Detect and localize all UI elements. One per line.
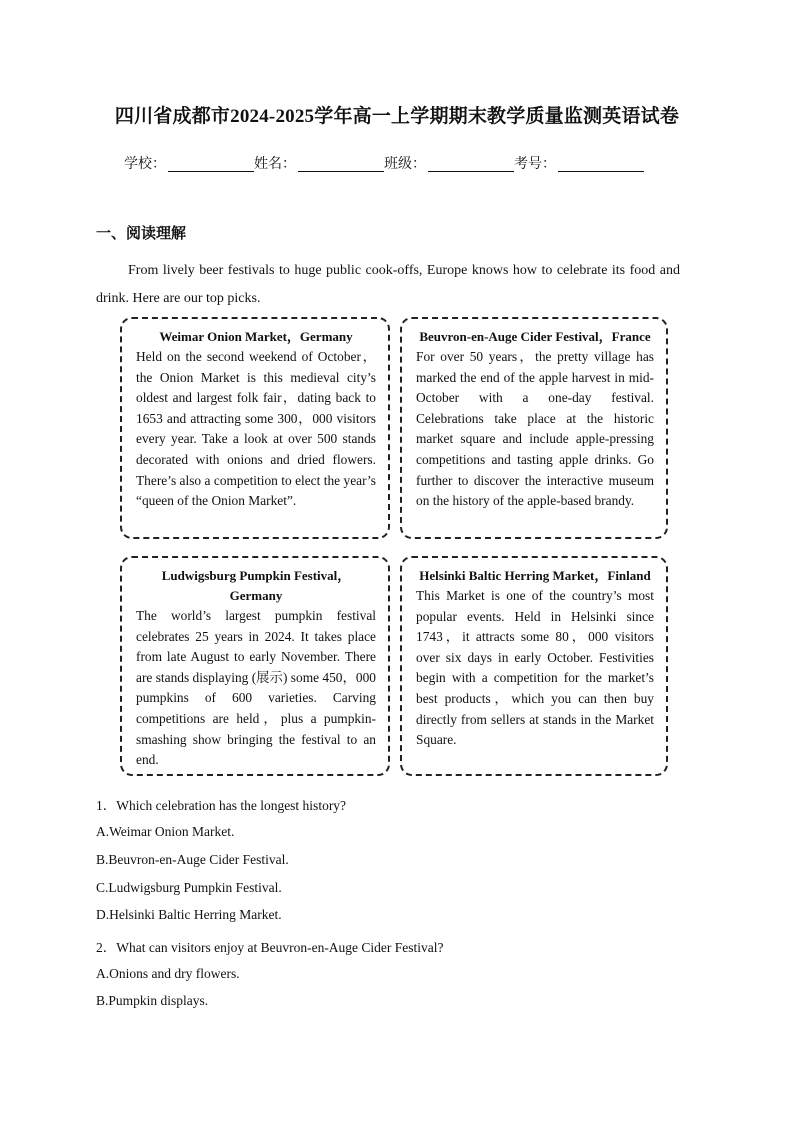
festival-title: Helsinki Baltic Herring Market，Finland <box>419 568 651 583</box>
school-label: 学校： <box>124 157 166 172</box>
exam-number-label: 考号： <box>514 157 556 172</box>
class-label: 班级： <box>384 157 426 172</box>
festival-body: For over 50 years，the pretty village has marked the end of the apple harvest in mid-October with a one-day festival. Celebrations take place at the historic market square and include apple-pressing competitions and tasting apple drinks. Go further to discover the interactive museum on the history of the apple-based brandy. <box>416 349 654 509</box>
festival-title: Ludwigsburg Pumpkin Festival，Germany <box>161 568 351 603</box>
option-1a[interactable]: A.Weimar Onion Market. <box>96 824 235 839</box>
option-1b[interactable]: B.Beuvron-en-Auge Cider Festival. <box>96 852 289 867</box>
option-2a[interactable]: A.Onions and dry flowers. <box>96 966 240 981</box>
festival-body: This Market is one of the country’s most popular events. Held in Helsinki since 1743，it attracts some 80，000 visitors over six days in early October. Festivities begin with a competition for the market’s best products，which you can then buy directly from sellers at stands in the Market Square. <box>416 588 654 748</box>
question-2: 2．What can visitors enjoy at Beuvron-en-Auge Cider Festival? <box>96 940 444 955</box>
option-2b[interactable]: B.Pumpkin displays. <box>96 993 209 1008</box>
festival-body: Held on the second weekend of October，the Onion Market is this medieval city’s oldest and largest folk fair，dating back to 1653 and attracting some 300，000 visitors every year. Take a look at over 500 stands decorated with onions and dried flowers. There’s also a competition to elect the year’s “queen of the Onion Market”. <box>136 349 376 509</box>
festival-box-helsinki <box>400 556 668 776</box>
option-1c[interactable]: C.Ludwigsburg Pumpkin Festival. <box>96 880 282 895</box>
reading-intro: From lively beer festivals to huge public cook-offs, Europe knows how to celebrate its food and drink. Here are our top picks. <box>96 263 680 306</box>
student-info-row <box>124 153 644 173</box>
exam-number-blank[interactable] <box>558 157 644 172</box>
exam-title: 四川省成都市2024-2025学年高一上学期期末教学质量监测英语试卷 <box>114 106 680 127</box>
option-1d[interactable]: D.Helsinki Baltic Herring Market. <box>96 907 282 922</box>
festival-title: Weimar Onion Market，Germany <box>159 329 353 344</box>
school-blank[interactable] <box>168 157 254 172</box>
question-1: 1．Which celebration has the longest history? <box>96 798 347 813</box>
festival-box-ludwigsburg <box>120 556 390 776</box>
name-blank[interactable] <box>298 157 384 172</box>
section-heading: 一、阅读理解 <box>96 226 187 242</box>
name-label: 姓名： <box>254 157 296 172</box>
festival-body: The world’s largest pumpkin festival celebrates 25 years in 2024. It takes place from late August to early November. There are stands displaying (展示) some 450，000 pumpkins of 600 varieties. Carving competitions are held，plus a pumpkin-smashing show bringing the festival to an end. <box>136 608 376 768</box>
class-blank[interactable] <box>428 157 514 172</box>
festival-box-weimar <box>120 317 390 539</box>
festival-box-beuvron <box>400 317 668 539</box>
festival-title: Beuvron-en-Auge Cider Festival，France <box>419 329 651 344</box>
